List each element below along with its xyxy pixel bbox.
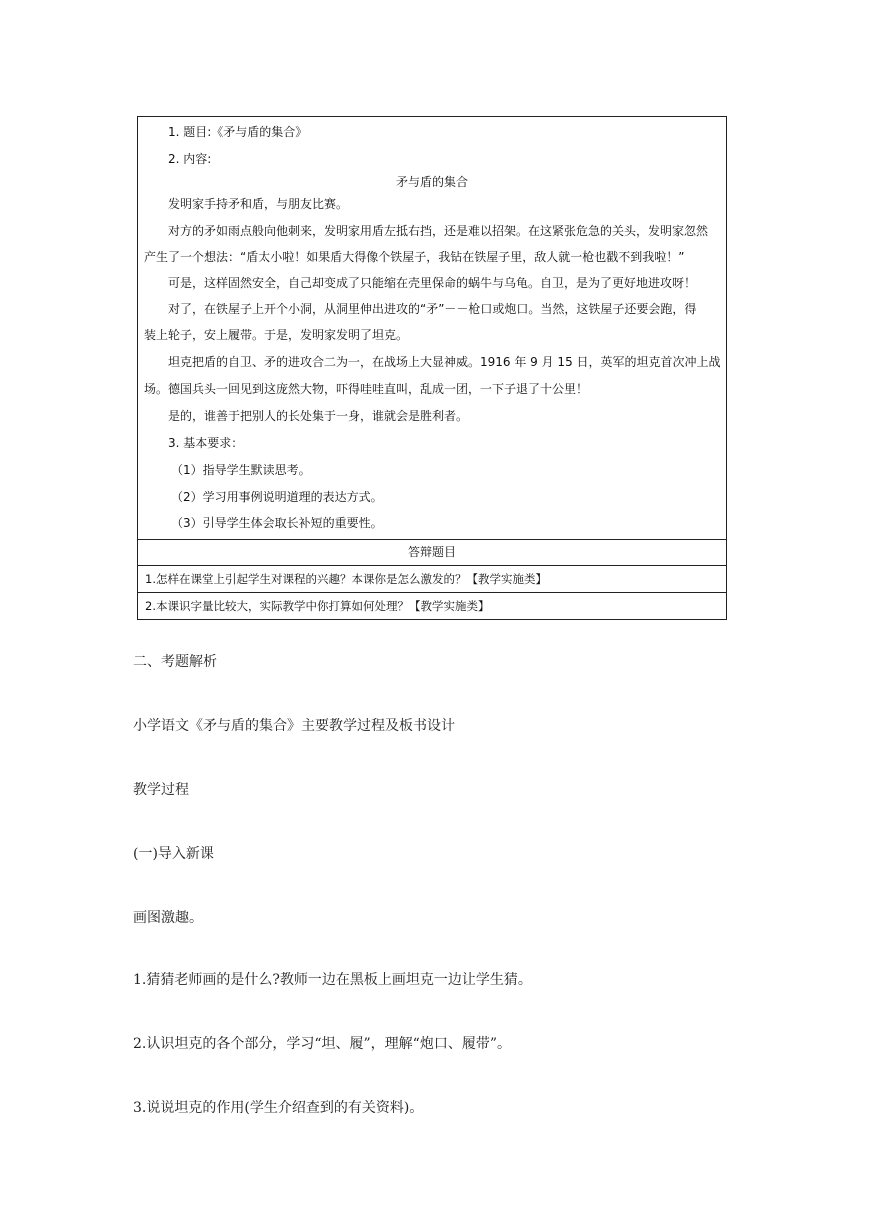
article-line: 对了，在铁屋子上开个小洞，从洞里伸出进攻的“矛”－－枪口或炮口。当然，这铁屋子还要会跑，得 — [168, 302, 697, 316]
question-content-cell — [138, 117, 726, 540]
content-label: 2. 内容: — [168, 152, 212, 166]
intro-text: 画图激趣。 — [133, 910, 203, 926]
article-line: 产生了一个想法：“盾太小啦！如果盾大得像个铁屋子，我钻在铁屋子里，敌人就一枪也戳不到我啦！” — [144, 250, 685, 264]
article-line: 可是，这样固然安全，自己却变成了只能缩在壳里保命的蜗牛与乌龟。自卫，是为了更好地进攻呀！ — [168, 276, 697, 290]
list-item: 2.认识坦克的各个部分，学习“坦、履”，理解“炮口、履带”。 — [133, 1036, 511, 1052]
requirements-label: 3. 基本要求： — [168, 436, 244, 450]
exam-question-table — [137, 116, 727, 620]
question-title: 1. 题目:《矛与盾的集合》 — [168, 125, 308, 139]
article-line: 是的，谁善于把别人的长处集于一身，谁就会是胜利者。 — [168, 409, 469, 423]
requirement-item: （3）引导学生体会取长补短的重要性。 — [171, 516, 383, 530]
section-heading: 二、考题解析 — [133, 654, 217, 670]
qa-question: 2.本课识字量比较大，实际教学中你打算如何处理？【教学实施类】 — [145, 599, 490, 613]
requirement-item: （1）指导学生默读思考。 — [171, 463, 311, 477]
article-title: 矛与盾的集合 — [395, 175, 468, 189]
process-heading: 教学过程 — [133, 782, 189, 798]
requirement-item: （2）学习用事例说明道理的表达方式。 — [171, 490, 383, 504]
list-item: 3.说说坦克的作用(学生介绍查到的有关资料)。 — [133, 1100, 424, 1116]
step-heading: (一)导入新课 — [133, 846, 214, 862]
qa-question: 1.怎样在课堂上引起学生对课程的兴趣？本课你是怎么激发的？【教学实施类】 — [138, 566, 726, 593]
article-line: 坦克把盾的自卫、矛的进攻合二为一，在战场上大显神威。1916 年 9 月 15 日，英军的坦克首次冲上战 — [168, 355, 721, 369]
list-item: 1.猜猜老师画的是什么?教师一边在黑板上画坦克一边让学生猜。 — [133, 972, 532, 988]
article-line: 装上轮子，安上履带。于是，发明家发明了坦克。 — [144, 328, 409, 342]
lesson-title: 小学语文《矛与盾的集合》主要教学过程及板书设计 — [133, 718, 455, 734]
article-line: 发明家手持矛和盾，与朋友比赛。 — [168, 197, 349, 211]
article-line: 场。德国兵头一回见到这庞然大物，吓得哇哇直叫，乱成一团，一下子退了十公里！ — [144, 382, 589, 396]
article-line: 对方的矛如雨点般向他刺来，发明家用盾左抵右挡，还是难以招架。在这紧张危急的关头，发明家忽然 — [168, 224, 709, 238]
qa-header: 答辩题目 — [138, 539, 726, 566]
